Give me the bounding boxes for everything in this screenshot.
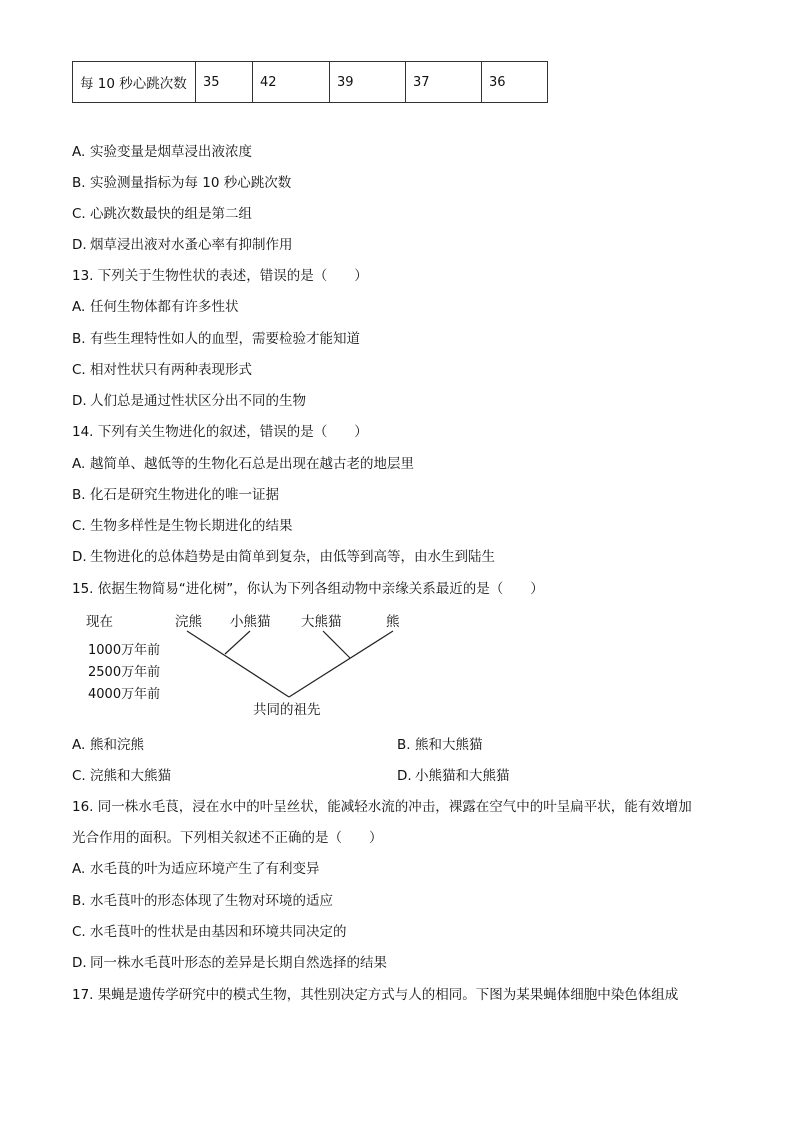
table-cell: 36 — [482, 62, 548, 103]
q16-option-b: B. 水毛茛叶的形态体现了生物对环境的适应 — [72, 893, 333, 909]
q13-option-a: A. 任何生物体都有许多性状 — [72, 299, 239, 315]
q14-option-a: A. 越简单、越低等的生物化石总是出现在越古老的地层里 — [72, 456, 414, 472]
q16-option-d: D. 同一株水毛茛叶形态的差异是长期自然选择的结果 — [72, 955, 387, 971]
table-cell: 39 — [330, 62, 406, 103]
q16-stem-line: 16. 同一株水毛茛，浸在水中的叶呈丝状，能减轻水流的冲击，裸露在空气中的叶呈扁平状，能有效增加 — [72, 799, 692, 815]
q14-stem: 14. 下列有关生物进化的叙述，错误的是（ ） — [72, 424, 368, 440]
q12-option-a: A. 实验变量是烟草浸出液浓度 — [72, 144, 252, 160]
q14-option-d: D. 生物进化的总体趋势是由简单到复杂，由低等到高等，由水生到陆生 — [72, 549, 495, 565]
q12-option-b: B. 实验测量指标为每 10 秒心跳次数 — [72, 175, 292, 191]
tree-animal-label: 浣熊 — [175, 614, 202, 630]
q13-option-d: D. 人们总是通过性状区分出不同的生物 — [72, 393, 306, 409]
q16-option-a: A. 水毛茛的叶为适应环境产生了有利变异 — [72, 861, 320, 877]
q15-option-b: B. 熊和大熊猫 — [397, 737, 483, 753]
tree-animal-label: 小熊猫 — [230, 614, 271, 630]
table-cell: 37 — [406, 62, 482, 103]
tree-time-label: 2500万年前 — [88, 665, 161, 680]
tree-branch — [323, 631, 350, 658]
q13-option-c: C. 相对性状只有两种表现形式 — [72, 362, 252, 378]
q12-option-d: D. 烟草浸出液对水蚤心率有抑制作用 — [72, 237, 293, 253]
tree-time-label: 1000万年前 — [88, 643, 161, 658]
q14-option-b: B. 化石是研究生物进化的唯一证据 — [72, 487, 279, 503]
tree-branch — [225, 631, 250, 654]
tree-branch — [289, 631, 393, 697]
tree-branch — [187, 631, 289, 697]
tree-ancestor-label: 共同的祖先 — [253, 702, 321, 718]
tree-animal-label: 大熊猫 — [301, 614, 342, 630]
table-row-header: 每 10 秒心跳次数 — [73, 62, 196, 103]
tree-animal-label: 熊 — [386, 614, 400, 630]
tree-now-label: 现在 — [86, 614, 113, 630]
q14-option-c: C. 生物多样性是生物长期进化的结果 — [72, 518, 293, 534]
q15-stem: 15. 依据生物简易“进化树”，你认为下列各组动物中亲缘关系最近的是（ ） — [72, 581, 544, 597]
q15-option-c: C. 浣熊和大熊猫 — [72, 768, 171, 784]
q15-option-a: A. 熊和浣熊 — [72, 737, 144, 753]
q13-option-b: B. 有些生理特性如人的血型，需要检验才能知道 — [72, 331, 360, 347]
q12-option-c: C. 心跳次数最快的组是第二组 — [72, 206, 252, 222]
q13-stem: 13. 下列关于生物性状的表述，错误的是（ ） — [72, 268, 368, 284]
q16-stem-line: 光合作用的面积。下列相关叙述不正确的是（ ） — [72, 830, 383, 846]
q16-option-c: C. 水毛茛叶的性状是由基因和环境共同决定的 — [72, 924, 347, 940]
q17-stem: 17. 果蝇是遗传学研究中的模式生物，其性别决定方式与人的相同。下图为某果蝇体细胞中染色体组成 — [72, 987, 679, 1003]
table-cell: 35 — [196, 62, 253, 103]
tree-time-label: 4000万年前 — [88, 687, 161, 702]
q15-option-d: D. 小熊猫和大熊猫 — [397, 768, 510, 784]
table-cell: 42 — [253, 62, 330, 103]
